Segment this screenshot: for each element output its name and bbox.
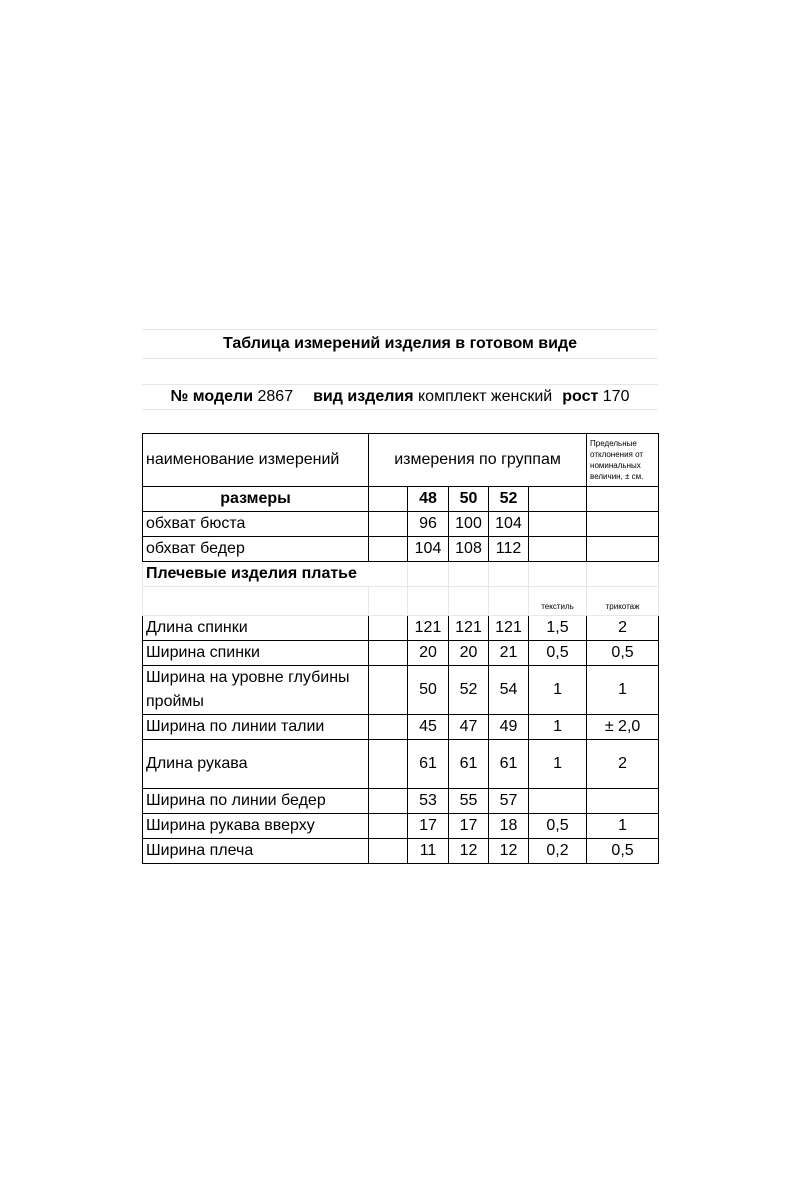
textile-tolerance: 0,5 <box>529 641 587 666</box>
height-label: рост <box>562 388 599 405</box>
row-name: Длина спинки <box>143 616 369 641</box>
textile-tolerance: 0,2 <box>529 839 587 864</box>
header-deviation-col: Предельные отклонения от номинальных величин, ± см. <box>587 434 659 487</box>
knit-tolerance: 2 <box>587 740 659 789</box>
value-cell: 20 <box>408 641 449 666</box>
value-cell: 104 <box>489 512 529 537</box>
value-cell: 12 <box>449 839 489 864</box>
table-row <box>143 814 659 839</box>
model-value: 2867 <box>257 388 294 405</box>
knit-tolerance <box>587 789 659 814</box>
value-cell: 52 <box>449 666 489 715</box>
value-cell: 50 <box>408 666 449 715</box>
knit-tolerance: 1 <box>587 814 659 839</box>
row-name: Ширина на уровне глубины проймы <box>143 666 369 715</box>
height-value: 170 <box>602 388 630 405</box>
size-cell: 48 <box>408 487 449 512</box>
value-cell: 12 <box>489 839 529 864</box>
value-cell: 121 <box>408 616 449 641</box>
row-name: Длина рукава <box>143 740 369 789</box>
value-cell: 61 <box>408 740 449 789</box>
table-row <box>143 839 659 864</box>
type-label: вид изделия <box>313 388 414 405</box>
textile-tolerance: 1 <box>529 666 587 715</box>
table-row <box>143 512 659 537</box>
size-cell: 50 <box>449 487 489 512</box>
value-cell: 57 <box>489 789 529 814</box>
table-row <box>143 789 659 814</box>
knit-tolerance: 2 <box>587 616 659 641</box>
value-cell: 54 <box>489 666 529 715</box>
type-value: комплект женский <box>418 388 553 405</box>
value-cell: 11 <box>408 839 449 864</box>
blank-row <box>142 410 658 433</box>
textile-subheader: текстиль <box>529 587 587 616</box>
row-name: Ширина по линии бедер <box>143 789 369 814</box>
row-name: обхват бюста <box>143 512 369 537</box>
section-title: Плечевые изделия платье <box>143 562 408 587</box>
value-cell: 61 <box>449 740 489 789</box>
value-cell: 45 <box>408 715 449 740</box>
sheet-title: Таблица измерений изделия в готовом виде <box>142 329 658 359</box>
table-row <box>143 616 659 641</box>
value-cell: 61 <box>489 740 529 789</box>
row-name: Ширина по линии талии <box>143 715 369 740</box>
value-cell: 47 <box>449 715 489 740</box>
value-cell: 18 <box>489 814 529 839</box>
table-row <box>143 641 659 666</box>
size-cell: 52 <box>489 487 529 512</box>
value-cell: 96 <box>408 512 449 537</box>
sizes-row <box>143 487 659 512</box>
value-cell: 53 <box>408 789 449 814</box>
textile-tolerance: 0,5 <box>529 814 587 839</box>
sizes-label: размеры <box>143 487 369 512</box>
knit-tolerance: ± 2,0 <box>587 715 659 740</box>
value-cell: 112 <box>489 537 529 562</box>
table-header-row <box>143 434 659 487</box>
row-name: Ширина плеча <box>143 839 369 864</box>
model-label: № модели <box>170 388 254 405</box>
knit-tolerance: 0,5 <box>587 839 659 864</box>
table-row <box>143 537 659 562</box>
header-groups-col: измерения по группам <box>369 434 587 487</box>
subheader-row <box>143 587 659 616</box>
value-cell: 20 <box>449 641 489 666</box>
value-cell: 49 <box>489 715 529 740</box>
value-cell: 108 <box>449 537 489 562</box>
value-cell: 104 <box>408 537 449 562</box>
value-cell: 100 <box>449 512 489 537</box>
model-info-row <box>142 385 658 410</box>
measurement-sheet <box>142 329 658 864</box>
table-row <box>143 715 659 740</box>
table-row <box>143 666 659 715</box>
measurements-table <box>142 433 659 864</box>
textile-tolerance: 1 <box>529 740 587 789</box>
knit-tolerance: 1 <box>587 666 659 715</box>
textile-tolerance: 1 <box>529 715 587 740</box>
section-title-row <box>143 562 659 587</box>
knit-tolerance: 0,5 <box>587 641 659 666</box>
textile-tolerance: 1,5 <box>529 616 587 641</box>
textile-tolerance <box>529 789 587 814</box>
value-cell: 21 <box>489 641 529 666</box>
table-row <box>143 740 659 789</box>
blank-row <box>142 359 658 385</box>
value-cell: 17 <box>449 814 489 839</box>
row-name: обхват бедер <box>143 537 369 562</box>
value-cell: 121 <box>449 616 489 641</box>
value-cell: 17 <box>408 814 449 839</box>
row-name: Ширина рукава вверху <box>143 814 369 839</box>
header-name-col: наименование измерений <box>143 434 369 487</box>
knit-subheader: трикотаж <box>587 587 659 616</box>
row-name: Ширина спинки <box>143 641 369 666</box>
value-cell: 55 <box>449 789 489 814</box>
value-cell: 121 <box>489 616 529 641</box>
